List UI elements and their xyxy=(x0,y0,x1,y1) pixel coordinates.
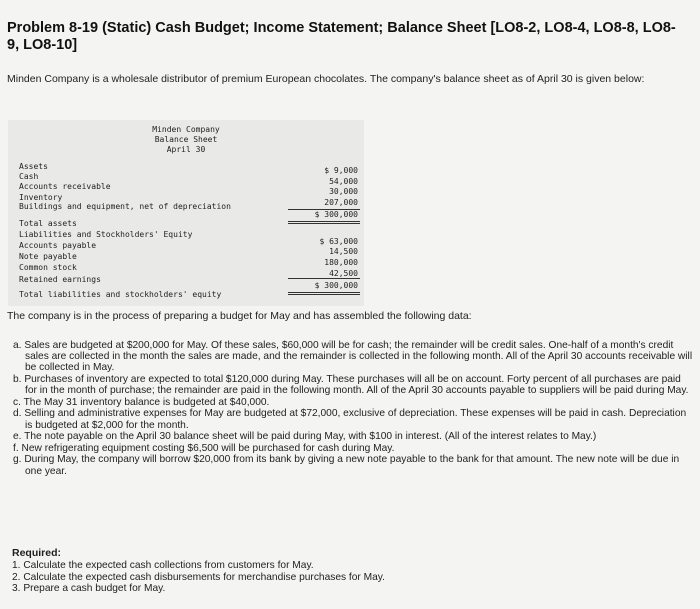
company-name: Minden Company xyxy=(152,125,220,134)
list-item: a. Sales are budgeted at $200,000 for May. Of these sales, $60,000 will be for cash; the remainder will be credit sales. One-half of a month's credit sales are collected in the month the sales are made, and the remainder is collected in the following month. All of the April 30 accounts receivable will be collected in May. xyxy=(13,340,693,374)
total-liabilities-amount: $ 300,000 xyxy=(314,281,358,290)
required-list xyxy=(12,560,385,595)
asset-label: Buildings and equipment, net of depreciation xyxy=(19,202,231,211)
liability-label: Common stock xyxy=(19,263,77,272)
statement-name: Balance Sheet xyxy=(154,135,218,144)
list-item: f. New refrigerating equipment costing $6,500 will be purchased for cash during May. xyxy=(13,442,395,454)
asset-amount: 54,000 xyxy=(329,177,358,186)
list-item: 1. Calculate the expected cash collections from customers for May. xyxy=(12,560,314,571)
list-item: g. During May, the company will borrow $20,000 from its bank by giving a new note payable to the bank for that amount. The new note will be due in one year. xyxy=(13,454,680,477)
list-item: b. Purchases of inventory are expected to total $120,000 during May. These purchases will all be on account. Forty percent of all purchases are paid for in the month of purchase; the remainder are paid in the following month. All of the April 30 accounts payable to suppliers will be paid during May. xyxy=(13,374,689,397)
liability-label: Accounts payable xyxy=(19,241,97,250)
liability-amount: 42,500 xyxy=(329,269,358,278)
statement-date: April 30 xyxy=(166,145,206,154)
liability-amount: 14,500 xyxy=(329,247,358,256)
liability-amount: 180,000 xyxy=(324,258,358,267)
intro-text: Minden Company is a wholesale distributor of premium European chocolates. The company's balance sheet as of April 30 is given below: xyxy=(7,73,645,85)
assets-heading: Assets xyxy=(19,162,48,171)
asset-label: Accounts receivable xyxy=(19,182,111,191)
asset-amount: $ 9,000 xyxy=(324,166,358,175)
liability-label: Retained earnings xyxy=(19,275,101,284)
subtotal-rule xyxy=(288,278,360,279)
list-item: 3. Prepare a cash budget for May. xyxy=(12,583,166,595)
liability-label: Note payable xyxy=(19,252,77,261)
budget-data-list xyxy=(13,340,693,477)
list-item: 2. Calculate the expected cash disbursements for merchandise purchases for May. xyxy=(12,571,385,583)
problem-title: Problem 8-19 (Static) Cash Budget; Income Statement; Balance Sheet [LO8-2, LO8-4, LO8-8, LO8-9, LO8-10] xyxy=(7,20,676,53)
liability-amount: $ 63,000 xyxy=(319,237,358,246)
asset-amount: 207,000 xyxy=(324,198,358,207)
total-assets-amount: $ 300,000 xyxy=(314,210,358,219)
required-heading: Required: xyxy=(12,547,62,559)
asset-label: Inventory xyxy=(19,193,63,202)
liabilities-heading: Liabilities and Stockholders' Equity xyxy=(19,230,193,239)
list-item: e. The note payable on the April 30 balance sheet will be paid during May, with $100 in interest. (All of the interest relates to May.) xyxy=(13,431,597,443)
data-lead-in: The company is in the process of preparing a budget for May and has assembled the following data: xyxy=(7,310,472,322)
total-rule xyxy=(288,292,360,295)
list-item: c. The May 31 inventory balance is budgeted at $40,000. xyxy=(13,396,270,408)
total-assets-label: Total assets xyxy=(19,219,77,228)
total-liabilities-label: Total liabilities and stockholders' equity xyxy=(19,290,222,299)
balance-sheet-header xyxy=(8,125,364,155)
list-item: d. Selling and administrative expenses for May are budgeted at $72,000, exclusive of depreciation. These expenses will be paid in cash. Depreciation is budgeted at $2,000 for the month. xyxy=(13,408,687,431)
balance-sheet xyxy=(8,120,364,306)
asset-amount: 30,000 xyxy=(329,187,358,196)
total-rule xyxy=(288,221,360,224)
asset-label: Cash xyxy=(19,172,39,181)
